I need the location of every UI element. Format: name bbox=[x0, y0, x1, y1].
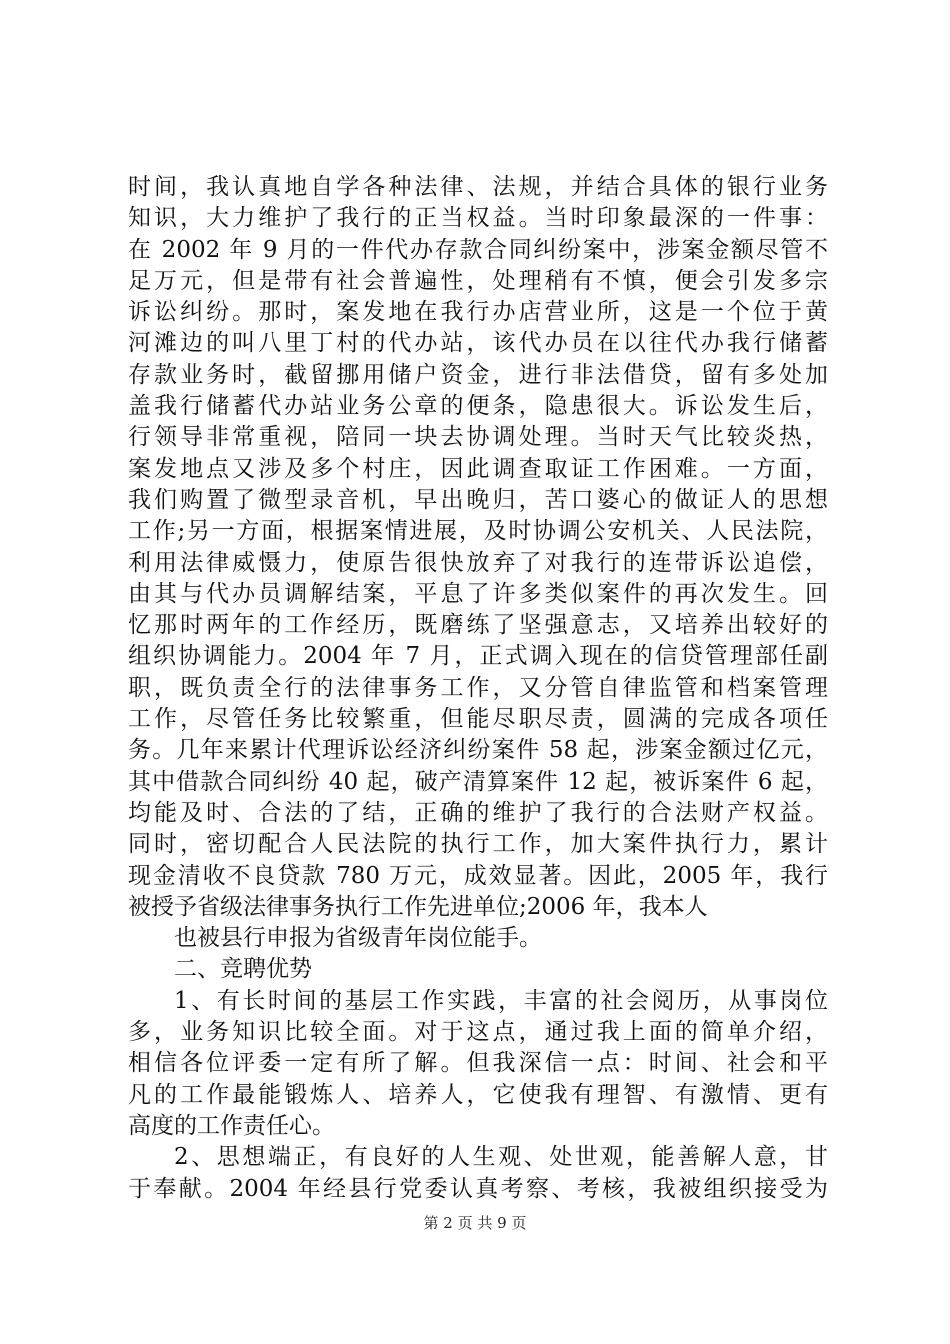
text-line: 也被县行申报为省级青年岗位能手。 bbox=[174, 925, 542, 952]
text-line: 凡的工作最能锻炼人、培养人，它使我有理智、有激情、更有 bbox=[128, 1081, 828, 1108]
text-line: 我们购置了微型录音机，早出晚归，苦口婆心的做证人的思想 bbox=[128, 486, 828, 513]
text-line: 2、思想端正，有良好的人生观、处世观，能善解人意，甘 bbox=[174, 1144, 828, 1171]
text-line: 行领导非常重视，陪同一块去协调处理。当时天气比较炎热， bbox=[128, 424, 828, 451]
text-line: 盖我行储蓄代办站业务公章的便条，隐患很大。诉讼发生后， bbox=[128, 393, 828, 420]
page-footer: 第 2 页 共 9 页 bbox=[423, 1214, 527, 1232]
text-line: 时间，我认真地自学各种法律、法规，并结合具体的银行业务 bbox=[128, 174, 828, 200]
text-line: 案发地点又涉及多个村庄，因此调查取证工作困难。一方面， bbox=[128, 455, 828, 482]
text-line: 工作;另一方面，根据案情进展，及时协调公安机关、人民法院， bbox=[128, 518, 828, 545]
text-line: 在 2002 年 9 月的一件代办存款合同纠纷案中，涉案金额尽管不 bbox=[128, 236, 828, 263]
text-line: 二、竞聘优势 bbox=[174, 956, 312, 983]
text-line: 足万元，但是带有社会普遍性，处理稍有不慎，便会引发多宗 bbox=[128, 267, 828, 294]
text-line: 多，业务知识比较全面。对于这点，通过我上面的简单介绍， bbox=[128, 1019, 828, 1046]
text-line: 被授予省级法律事务执行工作先进单位;2006 年，我本人 bbox=[128, 893, 708, 920]
text-line: 存款业务时，截留挪用储户资金，进行非法借贷，留有多处加 bbox=[128, 361, 828, 388]
text-line: 知识，大力维护了我行的正当权益。当时印象最深的一件事： bbox=[128, 205, 828, 232]
text-line: 组织协调能力。2004 年 7 月，正式调入现在的信贷管理部任副 bbox=[128, 643, 828, 670]
document-body bbox=[128, 172, 828, 1205]
text-line: 同时，密切配合人民法院的执行工作，加大案件执行力，累计 bbox=[128, 831, 828, 858]
text-line: 工作，尽管任务比较繁重，但能尽职尽责，圆满的完成各项任 bbox=[128, 706, 828, 733]
text-line: 于奉献。2004 年经县行党委认真考察、考核，我被组织接受为 bbox=[128, 1175, 828, 1202]
text-line: 其中借款合同纠纷 40 起，破产清算案件 12 起，被诉案件 6 起， bbox=[128, 768, 828, 795]
text-line: 诉讼纠纷。那时，案发地在我行办店营业所，这是一个位于黄 bbox=[128, 299, 828, 326]
text-line: 高度的工作责任心。 bbox=[128, 1112, 335, 1139]
text-line: 务。几年来累计代理诉讼经济纠纷案件 58 起，涉案金额过亿元， bbox=[128, 737, 828, 764]
text-line: 利用法律威慑力，使原告很快放弃了对我行的连带诉讼追偿， bbox=[128, 549, 828, 576]
text-line: 忆那时两年的工作经历，既磨练了坚强意志，又培养出较好的 bbox=[128, 612, 828, 639]
text-line: 1、有长时间的基层工作实践，丰富的社会阅历，从事岗位 bbox=[174, 987, 828, 1014]
text-line: 相信各位评委一定有所了解。但我深信一点：时间、社会和平 bbox=[128, 1050, 828, 1077]
text-line: 现金清收不良贷款 780 万元，成效显著。因此，2005 年，我行 bbox=[128, 862, 828, 889]
text-line: 由其与代办员调解结案，平息了许多类似案件的再次发生。回 bbox=[128, 580, 828, 607]
text-line: 均能及时、合法的了结，正确的维护了我行的合法财产权益。 bbox=[128, 799, 828, 826]
text-line: 职，既负责全行的法律事务工作，又分管自律监管和档案管理 bbox=[128, 674, 828, 701]
text-line: 河滩边的叫八里丁村的代办站，该代办员在以往代办我行储蓄 bbox=[128, 330, 828, 357]
